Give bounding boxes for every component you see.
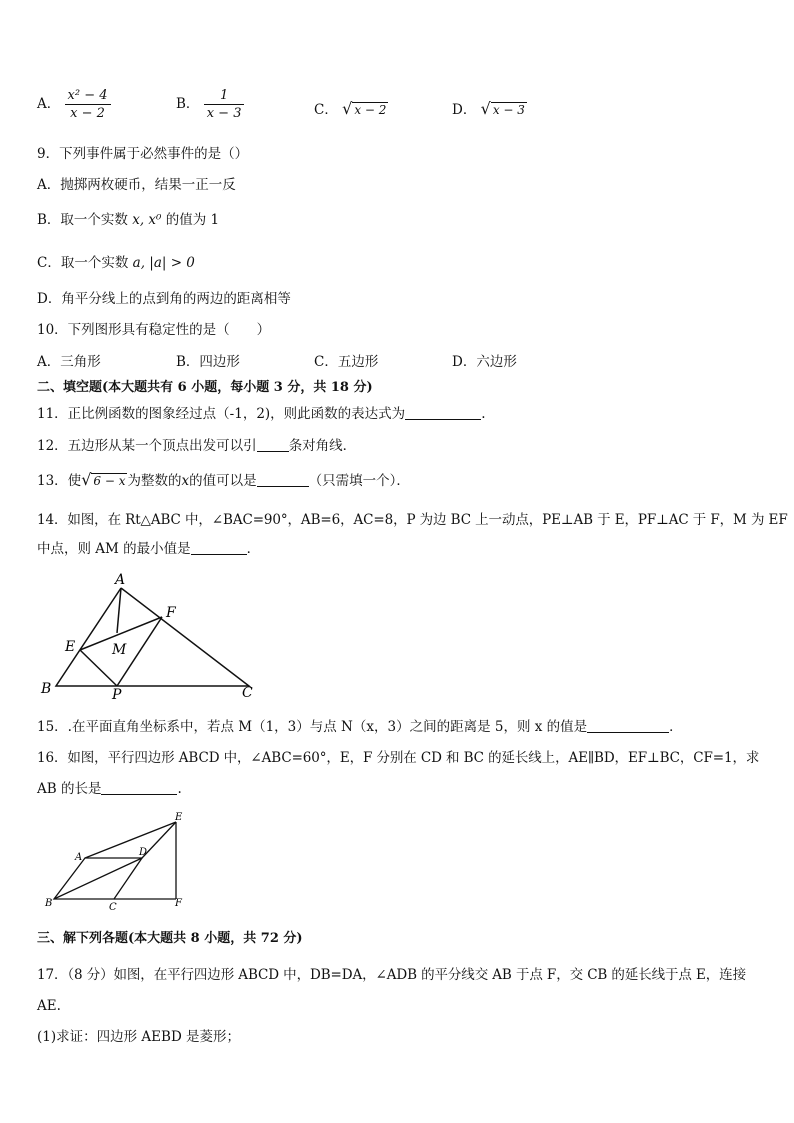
- q9-option-c: [37, 253, 195, 273]
- q8-option-d: [452, 98, 527, 118]
- segment-am: [117, 588, 121, 633]
- q16-line2: [37, 779, 182, 799]
- question-text: .: [177, 781, 182, 797]
- label-e: E: [65, 639, 76, 655]
- answer-blank[interactable]: [405, 405, 481, 420]
- question-text: 的值可以是: [189, 473, 257, 489]
- radical-sign: √: [342, 99, 353, 118]
- segment-ae: [85, 822, 176, 858]
- q17-line1: 17．（8 分）如图，在平行四边形 ABCD 中，DB=DA，∠ADB 的平分线交 AB 于点 F，交 CB 的延长线于点 E，连接: [37, 967, 746, 983]
- q17-line2: AE.: [37, 998, 61, 1014]
- q14-line1: 14．如图，在 Rt△ABC 中，∠BAC=90°，AB=6，AC=8，P 为边 BC 上一动点，PE⊥AB 于 E，PF⊥AC 于 F，M 为 EF: [37, 512, 788, 528]
- question-text: 为整数的: [127, 473, 182, 489]
- question-text: ．: [246, 541, 261, 557]
- denominator: x − 3: [206, 106, 242, 121]
- label-m: M: [112, 642, 127, 658]
- variable: x: [181, 473, 190, 489]
- radicand: x − 2: [354, 103, 387, 117]
- q15: [37, 717, 683, 737]
- numerator: x² − 4: [65, 88, 111, 105]
- q14-triangle-figure: [37, 570, 267, 700]
- answer-blank[interactable]: [587, 718, 669, 733]
- option-text: B．取一个实数: [37, 212, 128, 228]
- q8-option-c: [314, 98, 388, 118]
- q11: 11．正比例函数的图象经过点（-1，2)，则此函数的表达式为 .: [37, 406, 486, 422]
- fraction: [65, 88, 111, 121]
- option-text: 的值为 1: [165, 212, 220, 228]
- label-e: E: [175, 812, 183, 823]
- section-heading-solve: 三、解下列各题(本大题共 8 小题，共 72 分): [37, 931, 303, 946]
- q10-option-b: B．四边形: [176, 354, 240, 370]
- q12: [37, 436, 356, 456]
- denominator: x − 2: [70, 106, 105, 121]
- radical-sign: √: [480, 99, 491, 118]
- label-a: A: [115, 572, 126, 588]
- q8-option-a: [37, 88, 111, 121]
- q16-parallelogram-figure: [37, 808, 197, 913]
- option-text: C．取一个实数: [37, 255, 129, 271]
- answer-blank[interactable]: [257, 437, 289, 452]
- option-letter: C．: [314, 102, 338, 118]
- label-c: C: [242, 685, 253, 700]
- q9-option-d: D．角平分线上的点到角的两边的距离相等: [37, 291, 291, 307]
- question-text: （只需填一个）．: [308, 473, 410, 489]
- label-b: B: [45, 898, 53, 909]
- question-text: 中点，则 AM 的最小值是: [37, 541, 191, 557]
- q9-option-a: A．抛掷两枚硬币，结果一正一反: [37, 177, 236, 193]
- math-expression: a, |a| > 0: [132, 255, 195, 271]
- radicand: 6 − x: [93, 474, 126, 488]
- option-letter: A．: [37, 96, 61, 112]
- answer-blank[interactable]: [257, 472, 309, 487]
- label-b: B: [41, 681, 52, 697]
- triangle-abc: [56, 588, 249, 686]
- option-letter: B．: [176, 96, 200, 112]
- math-expression: x, x⁰: [132, 212, 162, 228]
- segment-bd: [54, 858, 142, 899]
- label-c: C: [109, 902, 117, 913]
- answer-blank[interactable]: [191, 540, 247, 555]
- answer-blank[interactable]: [101, 780, 177, 795]
- option-letter: D．: [452, 102, 477, 118]
- label-a: A: [75, 852, 83, 863]
- numerator: 1: [204, 88, 245, 105]
- q8-option-b: [176, 88, 244, 121]
- q10-option-a: A．三角形: [37, 354, 101, 370]
- q16-line1: 16．如图，平行四边形 ABCD 中，∠ABC=60°，E，F 分别在 CD 和 BC 的延长线上，AE∥BD，EF⊥BC，CF=1，求: [37, 750, 760, 766]
- q10-stem: 10．下列图形具有稳定性的是（ ）: [37, 322, 271, 338]
- fraction: [204, 88, 245, 121]
- q13: [37, 470, 410, 491]
- label-d: D: [139, 847, 148, 858]
- question-text: 条对角线．: [288, 438, 357, 454]
- radicand: x − 3: [492, 103, 525, 117]
- q9-option-b: [37, 210, 219, 230]
- q17-part1: (1)求证：四边形 AEBD 是菱形；: [37, 1029, 241, 1045]
- label-p: P: [112, 687, 122, 700]
- question-text: 12．五边形从某一个顶点出发可以引: [37, 438, 257, 454]
- section-heading-fill-blank: 二、填空题(本大题共有 6 小题，每小题 3 分，共 18 分): [37, 380, 373, 395]
- question-text: 11．正比例函数的图象经过点（-1，2)，则此函数的表达式为: [37, 406, 406, 422]
- q10-option-d: D．六边形: [452, 354, 517, 370]
- q9-stem: 9．下列事件属于必然事件的是（）: [37, 146, 249, 162]
- q10-option-c: C．五边形: [314, 354, 379, 370]
- radical-sign: √: [81, 470, 92, 489]
- label-f: F: [166, 605, 176, 621]
- question-text: AB 的长是: [37, 781, 102, 797]
- q14-line2: [37, 539, 260, 559]
- segment-de: [142, 822, 176, 858]
- question-text: 13．使: [37, 473, 82, 489]
- label-f: F: [175, 898, 182, 909]
- question-text: 15．.在平面直角坐标系中，若点 M（1，3）与点 N（x，3）之间的距离是 5，则 x 的值是: [37, 719, 588, 735]
- question-text: ．: [669, 719, 683, 735]
